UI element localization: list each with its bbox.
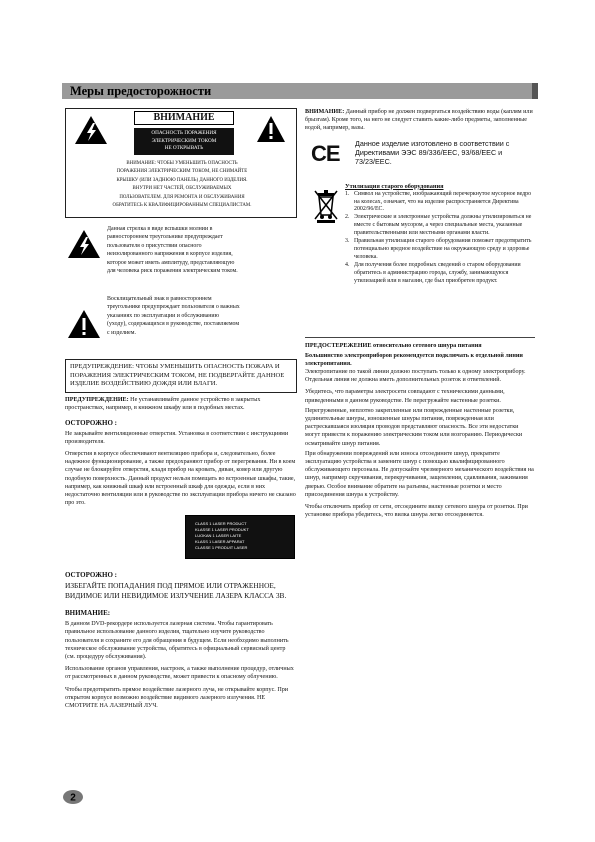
text-line: Данная стрелка в виде вспышки молнии в (107, 226, 213, 232)
warning-line: ПОЛЬЗОВАТЕЛЕМ. ДЛЯ РЕМОНТА И ОБСЛУЖИВАНИЯ (119, 194, 245, 200)
list-item-text: Правильная утилизация старого оборудования поможет предотвратить потенциально вредное воздействие на окружающую среду и здоровье человека. (354, 238, 532, 260)
exclamation-triangle-icon (67, 309, 101, 339)
section-divider (305, 337, 535, 338)
text-line: которое может иметь амплитуду, представляющую (107, 259, 235, 266)
shock-line: НЕ ОТКРЫВАТЬ (164, 145, 204, 151)
power-paragraph-4: При обнаружении повреждений или износа отсоедините шнур, прекратите эксплуатацию устройства и замените шнур с помощью квалифицированного обслуживающего персонала. Не допускайте чрезмерного механического воздействия на шнур, например скручивания, перекручивания, защемления, сдавливания, зажимания дверью. Особое внимание обратите на разъемы, настенные розетки и место присоединения шнура к устройству. (305, 450, 534, 498)
power-paragraph-3: Перегруженные, неплотно закрепленные или поврежденные настенные розетки, удлинительные шнуры, изношенные шнуры питания, поврежденная или растрескавшаяся изоляция проводов представляют опасность. Все эти недостатки могут привести к поражению электрическим током или возгоранию. Периодически осматривайте шнур питания. (305, 407, 523, 447)
laser-system-paragraph: В данном DVD-рекордере используется лазерная система. Чтобы гарантировать правильное использование данного изделия, тщательно изучите руководство пользователя и сохраните его для обращения в будущем. Если необходимо выполнить техническое обслуживание устройства, обратитесь в официальный сервисный центр (см. процедуру обслуживания). (65, 621, 289, 660)
warning-line: ВНУТРИ НЕТ ЧАСТЕЙ, ОБСЛУЖИВАЕМЫХ (132, 186, 232, 192)
exclamation-symbol-explanation (65, 295, 297, 353)
lightning-triangle-icon (67, 229, 101, 259)
list-item: 4. Для получения более подробных сведений о старом оборудовании обратитесь в администрацию города, службу, занимающуюся утилизацией или в магазин, где был приобретен продукт. (345, 261, 521, 284)
ce-compliance-text: Данное изделие изготовлено в соответствии с Директивами ЭЭС 89/336/EEC, 93/68/EEC и 73/23/EEC. (355, 138, 510, 166)
warning-text (84, 160, 280, 210)
warning-box (65, 108, 297, 218)
lightning-symbol-explanation (65, 225, 297, 291)
power-paragraph-1: Электропитание по такой линии должно поступать только к одному электроприбору. Отдельная линия не должна иметь дополнительных розеток и ответвлений. (305, 369, 526, 384)
exclamation-explanation-text (107, 295, 297, 337)
power-paragraph-2: Убедитесь, что параметры электросети совпадают с техническими данными, приведенными в данном руководстве. Не перегружайте настенные розетки. (305, 389, 505, 404)
lightning-warning-icon (74, 115, 108, 145)
text-line: Восклицательный знак в равностороннем (107, 296, 212, 302)
page-number: 2 (70, 792, 76, 804)
text-line: неизолированного напряжения в корпусе изделия, (107, 251, 233, 258)
right-column (305, 108, 535, 519)
power-paragraph-5: Чтобы отключить прибор от сети, отсоедините вилку сетевого шнура от розетки. При установке прибора убедитесь, что вилка шнура легко отсоединяется. (305, 504, 528, 519)
text-line: (уходу), содержащихся в руководстве, поставляемом (107, 321, 240, 328)
disposal-content (345, 183, 535, 286)
list-item: 3. Правильная утилизация старого оборудования поможет предотвратить потенциально вредное воздействие на окружающую среду и здоровье человека. (345, 238, 532, 260)
list-item: 2. Электрические и электронные устройства должны утилизироваться не вместе с бытовым мусором, а через специальные места, указанные правительственными или местными органами власти. (345, 214, 532, 237)
exclamation-warning-icon (256, 115, 286, 143)
shock-warning-label (134, 128, 234, 155)
ce-compliance (305, 139, 535, 179)
power-cord-subheading: Большинство электроприборов рекомендуется подключать к отдельной линии электропитания. (305, 352, 523, 367)
text-line: для человека риск поражения электрическим током. (107, 268, 238, 275)
enclosure-warning (65, 396, 297, 412)
warning-line: КРЫШКУ (ИЛИ ЗАДНЮЮ ПАНЕЛЬ) ДАННОГО ИЗДЕЛИЯ. (116, 177, 248, 183)
header-end-bar (532, 83, 538, 99)
caution-laser-heading: ОСТОРОЖНО : (65, 571, 118, 580)
caution-ventilation-heading: ОСТОРОЖНО : (65, 418, 118, 427)
laser-label-line: KLASSE 1 LASER PRODUKT (195, 527, 249, 533)
text-line: равностороннем треугольнике предупреждает (107, 234, 223, 241)
water-warning (305, 108, 535, 133)
laser-label-line: CLASS 1 LASER PRODUCT (195, 521, 247, 527)
left-column (65, 108, 297, 710)
laser-class-label (185, 515, 295, 559)
page-header (62, 83, 538, 99)
crossed-out-bin-icon (313, 187, 339, 223)
controls-paragraph: Использование органов управления, настроек, а также выполнение процедур, отличных от рассмотренных в данном руководстве, может привести к опасному облучению. (65, 666, 294, 681)
list-item-text: Для получения более подробных сведений о старом оборудовании обратитесь в администрацию города, службу, занимающуюся утилизацией или в магазин, где был приобретен продукт. (354, 261, 521, 284)
enclosure-warning-label: ПРЕДУПРЕЖДЕНИЕ: (65, 397, 129, 404)
ventilation-paragraph-2: Отверстия в корпусе обеспечивают вентиляцию прибора и, следовательно, более надежное функционирование, а также предохраняют прибор от перегревания. Ни в коем случае не блокируйте отверстия, кладя прибор на кровать, диван, ковер или другую подобную поверхность. Данный продукт нельзя помещать во встроенные шкафы, такие, например, как книжный шкаф или встроенный шкаф для одежды, если в них недостаточно вентиляции или в руководстве по эксплуатации прибора ничего не сказано про это. (65, 450, 296, 507)
page-number-badge (63, 790, 83, 804)
power-cord-heading: ПРЕДОСТЕРЕЖЕНИЕ относительно сетевого шнура питания (305, 341, 482, 349)
laser-label-line: LUOKAN 1 LASER LAITE (195, 533, 242, 539)
warning-line: ПОРАЖЕНИЯ ЭЛЕКТРИЧЕСКИМ ТОКОМ, НЕ СНИМАЙТЕ (116, 169, 248, 175)
lightning-explanation-text (107, 225, 297, 275)
warning-heading: ВНИМАНИЕ (134, 111, 234, 125)
water-warning-text: Данный прибор не должен подвергаться воздействию воды (каплям или брызгам). Кроме того, на него не следует ставить какие-либо предметы, заполненные водой, например, вазы. (305, 109, 533, 132)
laser-beam-paragraph: Чтобы предотвратить прямое воздействие лазерного луча, не открывайте корпус. При открытом корпусе возможно воздействие видимого лазерного излучения. НЕ СМОТРИТЕ НА ЛАЗЕРНЫЙ ЛУЧ. (65, 686, 289, 709)
list-item: 1. Символ на устройстве, изображающий перечеркнутое мусорное ведро на колесах, означает, что на изделие распространяется Директива 2002/96/EC. (345, 190, 532, 213)
list-item-text: Электрические и электронные устройства должны утилизироваться не вместе с бытовым мусором, а через специальные места, указанные правительственными или местными органами власти. (354, 214, 532, 237)
ce-mark-icon: CE (311, 140, 340, 166)
list-item-text: Символ на устройстве, изображающий перечеркнутое мусорное ведро на колесах, означает, что на изделие распространяется Директива 2002/96/EC. (354, 190, 532, 213)
shock-line: ЭЛЕКТРИЧЕСКИМ ТОКОМ (151, 137, 217, 144)
text-line: с изделием. (107, 329, 136, 336)
disposal-heading: Утилизация старого оборудования (345, 182, 444, 190)
warning-line: ОБРАТИТЕСЬ К КВАЛИФИЦИРОВАННЫМ СПЕЦИАЛИСТАМ. (112, 203, 252, 209)
disposal-list (345, 191, 535, 286)
laser-label-line: KLASS 1 LASER APPARAT (195, 539, 245, 545)
ventilation-paragraph-1: Не закрывайте вентиляционные отверстия. Установка в соответствии с инструкциями производителя. (65, 430, 289, 445)
disposal-section (305, 183, 535, 333)
water-warning-label: ВНИМАНИЕ: (305, 109, 345, 115)
moisture-warning-box: ПРЕДУПРЕЖДЕНИЕ: ЧТОБЫ УМЕНЬШИТЬ ОПАСНОСТЬ ПОЖАРА И ПОРАЖЕНИЯ ЭЛЕКТРИЧЕСКИМ ТОКОМ, НЕ ПОДВЕРГАЙТЕ ДАННОЕ ИЗДЕЛИЕ ВОЗДЕЙСТВИЮ ДОЖДЯ ИЛИ ВЛАГИ. (65, 359, 297, 393)
warning-line: ВНИМАНИЕ: ЧТОБЫ УМЕНЬШИТЬ ОПАСНОСТЬ (126, 161, 238, 166)
attention-heading: ВНИМАНИЕ: (65, 609, 111, 618)
enclosure-warning-text: Не устанавливайте данное устройство в закрытых пространствах, например, в книжном шкафу или в подобных местах. (65, 397, 261, 412)
shock-line: ОПАСНОСТЬ ПОРАЖЕНИЯ (151, 130, 217, 136)
text-line: указаниях по эксплуатации и обслуживанию (107, 312, 219, 319)
laser-radiation-warning: ИЗБЕГАЙТЕ ПОПАДАНИЯ ПОД ПРЯМОЕ ИЛИ ОТРАЖЕННОЕ, ВИДИМОЕ ИЛИ НЕВИДИМОЕ ИЗЛУЧЕНИЕ ЛАЗЕРА КЛАССА 3B. (65, 581, 287, 600)
text-line: треугольнике предупреждает пользователя о важных (107, 304, 240, 311)
laser-label-line: CLASSE 1 PRODUIT LASER (195, 545, 248, 551)
page-title: Меры предосторожности (70, 84, 212, 98)
text-line: пользователя о присутствии опасного (107, 242, 202, 249)
